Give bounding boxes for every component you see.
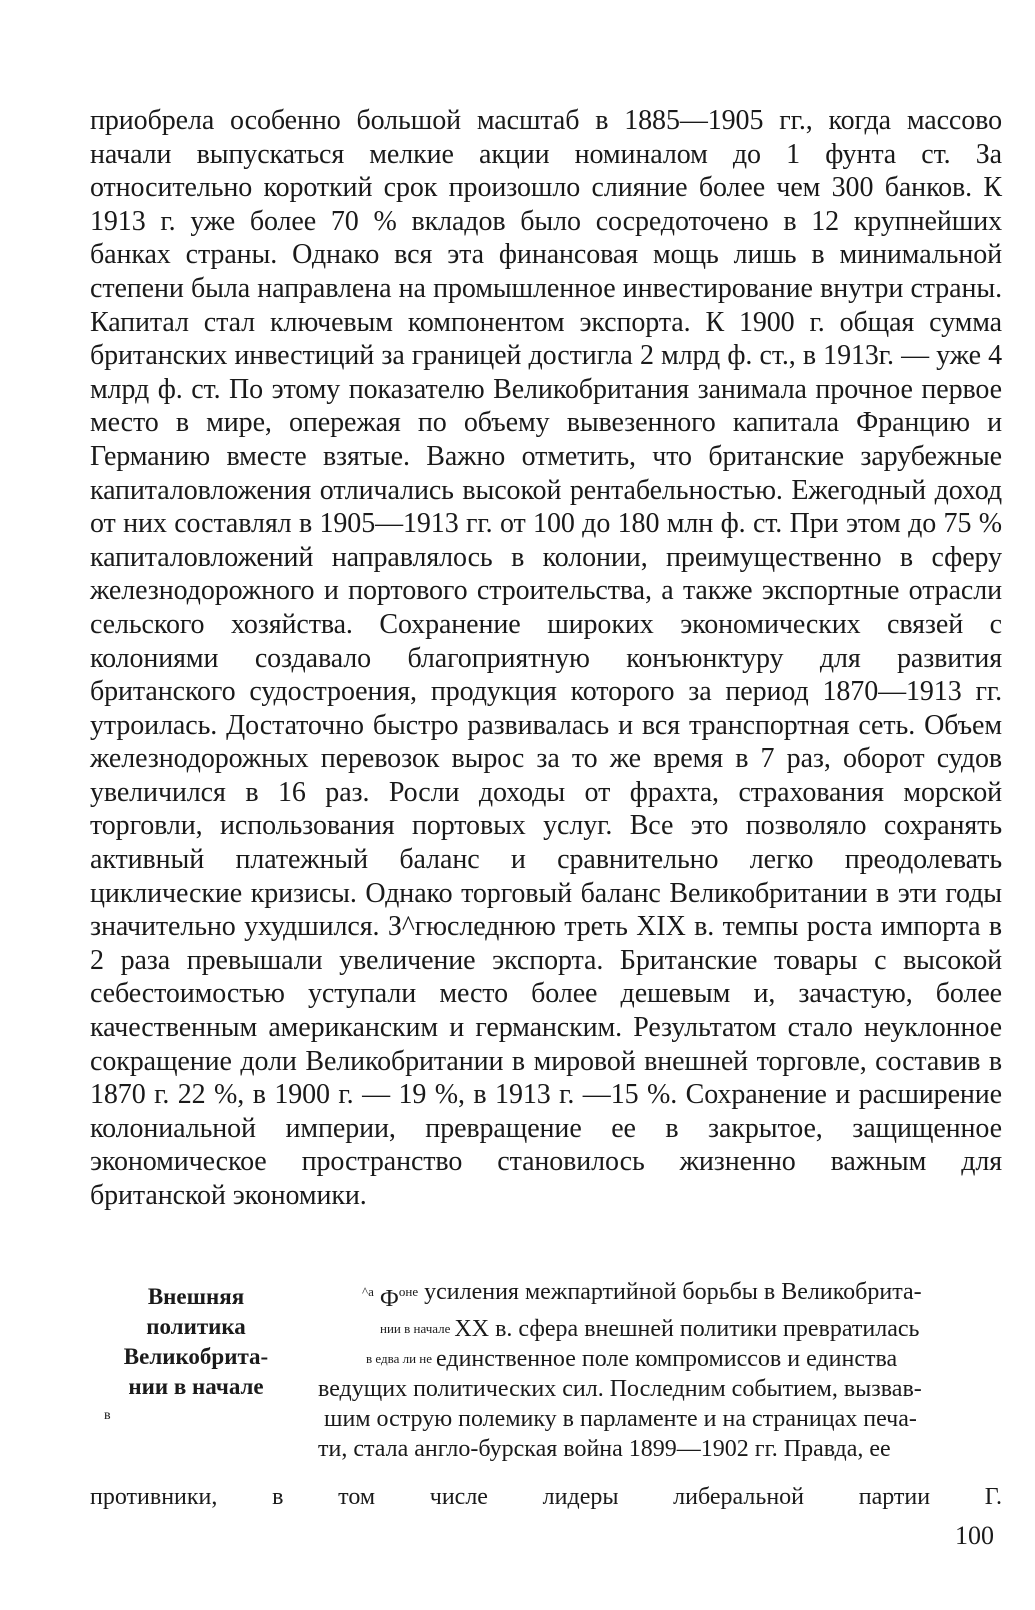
section-line-5 [318, 1404, 1002, 1434]
final-line-word: лидеры [542, 1484, 619, 1510]
section-text: шим острую полемику в парламенте и на страницах печа- [324, 1406, 917, 1432]
section-text: усиления межпартийной борьбы в Великобрита- [424, 1279, 922, 1305]
ocr-fragment: а [368, 1284, 374, 1299]
sidenote-line: Великобрита- [123, 1344, 269, 1369]
sidenote-line: нии в начале [128, 1374, 264, 1399]
ocr-fragment: нии в начале [380, 1321, 451, 1336]
ocr-fragment: ^ [362, 1284, 369, 1299]
final-line-word: числе [429, 1484, 488, 1510]
section-line-2 [318, 1314, 1002, 1344]
ocr-fragment: в едва ли не [366, 1351, 433, 1366]
final-line-word: либеральной [673, 1484, 805, 1510]
section-line-1 [318, 1277, 1002, 1314]
final-justified-line [90, 1482, 1002, 1512]
final-line-word: том [338, 1484, 376, 1510]
page-number: 100 [955, 1521, 994, 1550]
section-line-3 [318, 1344, 1002, 1374]
sidenote-line: Внешняя [147, 1284, 245, 1309]
ocr-fragment: Ф [379, 1286, 399, 1312]
section-text: ти, стала англо-бурская война 1899—1902 гг. Правда, ее [318, 1436, 891, 1462]
final-line-word: противники, [90, 1484, 218, 1510]
section-body [318, 1277, 1002, 1464]
sidenote-line: в [104, 1408, 111, 1423]
section-line-4 [318, 1374, 1002, 1404]
ocr-fragment: оне [398, 1284, 419, 1299]
final-line-word: партии [858, 1484, 931, 1510]
section-text: единственное поле компромиссов и единства [436, 1346, 898, 1372]
main-paragraph: приобрела особенно большой масштаб в 1885—1905 гг., когда массово начали выпускаться мелкие акции номиналом до 1 фунта ст. За относительно короткий срок произошло слияние более чем 300 банков. К 1913 г. уже более 70 % вкладов было сосредоточено в 12 крупнейших банках страны. Однако вся эта финансовая мощь лишь в минимальной степени была направлена на промышленное инвестирование внутри страны. Капитал стал ключевым компонентом экспорта. К 1900 г. общая сумма британских инвестиций за границей достигла 2 млрд ф. ст., в 1913г. — уже 4 млрд ф. ст. По этому показателю Великобритания занимала прочное первое место в мире, опережая по объему вывезенного капитала Францию и Германию вместе взятые. Важно отметить, что британские зарубежные капиталовложения отличались высокой рентабельностью. Ежегодный доход от них составлял в 1905—1913 гг. от 100 до 180 млн ф. ст. При этом до 75 % капиталовложений направлялось в колонии, преимущественно в сферу железнодорожного и портового строительства, а также экспортные отрасли сельского хозяйства. Сохранение широких экономических связей с колониями создавало благоприятную конъюнктуру для развития британского судостроения, продукция которого за период 1870—1913 гг. утроилась. Достаточно быстро развивалась и вся транспортная сеть. Объем железнодорожных перевозок вырос за то же время в 7 раз, оборот судов увеличился в 16 раз. Росли доходы от фрахта, страхования морской торговли, использования портовых услуг. Все это позволяло сохранять активный платежный баланс и сравнительно легко преодолевать циклические кризисы. Однако торговый баланс Великобритании в эти годы значительно ухудшился. З^гюследнюю треть XIX в. темпы роста импорта в 2 раза превышали увеличение экспорта. Британские товары с высокой себестоимостью уступали место более дешевым и, зачастую, более качественным американским и германским. Результатом стало неуклонное сокращение доли Великобритании в мировой внешней торговле, составив в 1870 г. 22 %, в 1900 г. — 19 %, в 1913 г. —15 %. Сохранение и расширение колониальной империи, превращение ее в закрытое, защищенное экономическое пространство становилось жизненно важным для британской экономики. [90, 105, 1002, 1211]
section-text: ведущих политических сил. Последним событием, вызвав- [318, 1376, 922, 1402]
section-sidenote-heading [96, 1282, 296, 1430]
section-text: XX в. сфера внешней политики превратилась [454, 1316, 920, 1342]
sidenote-line: политика [146, 1314, 246, 1339]
final-line-word: в [272, 1484, 284, 1510]
final-line-word: Г. [984, 1484, 1002, 1510]
section-line-6 [318, 1434, 1002, 1464]
